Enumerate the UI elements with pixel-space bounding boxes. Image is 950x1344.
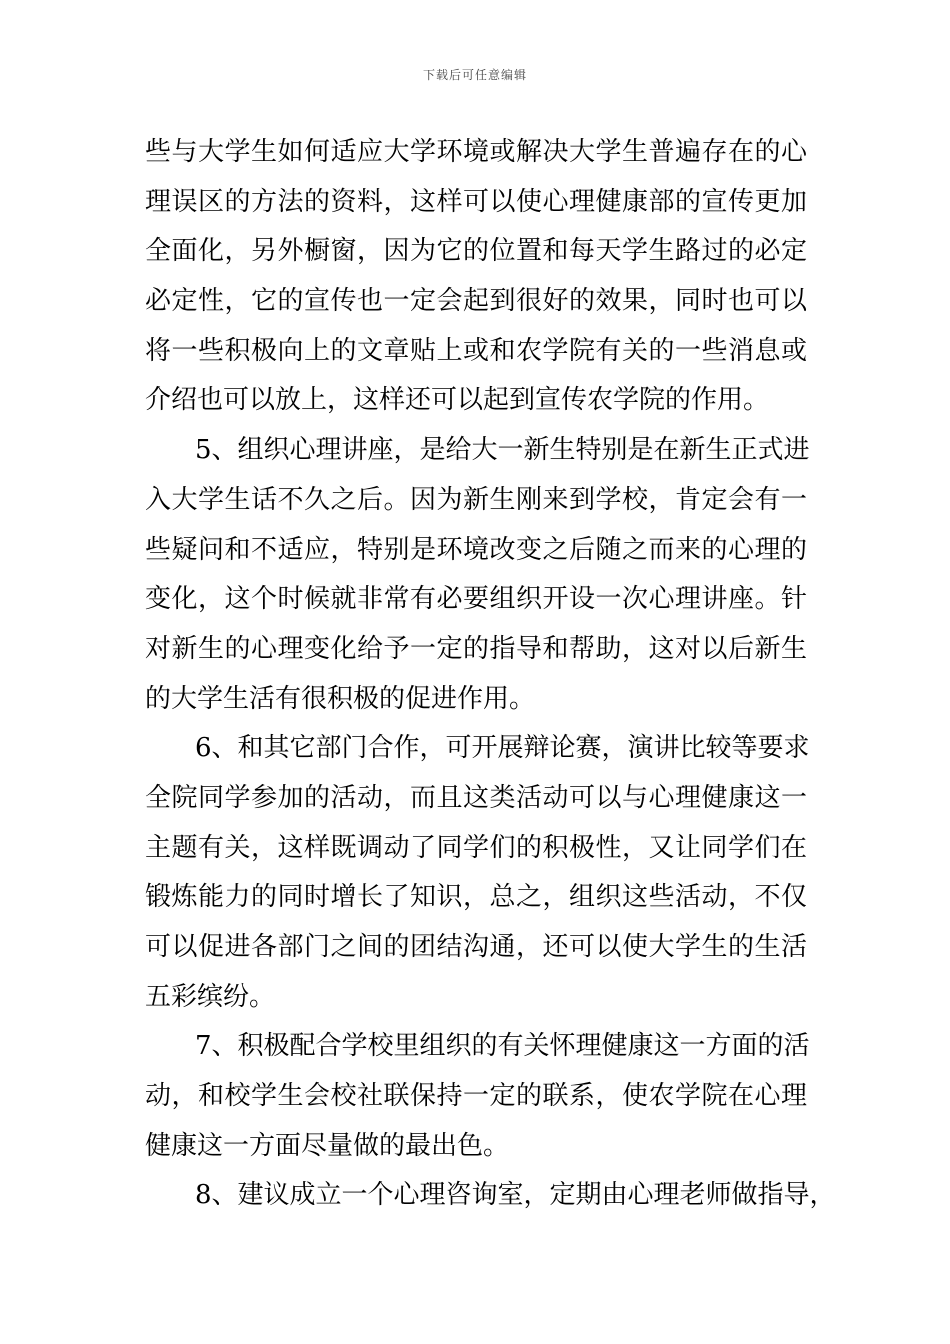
paragraph-3-line: 主题有关，这样既调动了同学们的积极性，又让同学们在 (145, 832, 807, 863)
paragraph-4-line: 动，和校学生会校社联保持一定的联系，使农学院在心理 (145, 1081, 807, 1112)
paragraph-3-line: 可以促进各部门之间的团结沟通，还可以使大学生的生活 (145, 932, 807, 962)
paragraph-1-line: 全面化，另外橱窗，因为它的位置和每天学生路过的必定 (145, 236, 807, 267)
paragraph-1-line: 介绍也可以放上，这样还可以起到宣传农学院的作用。 (145, 385, 770, 416)
document-body (145, 128, 836, 1221)
paragraph-5-line: 8、建议成立一个心理咨询室，定期由心理老师做指导， (195, 1180, 836, 1211)
paragraph-2-line: 入大学生话不久之后。因为新生刚来到学校，肯定会有一 (145, 484, 807, 515)
paragraph-2-line: 的大学生活有很积极的促进作用。 (145, 683, 536, 714)
paragraph-2-line: 对新生的心理变化给予一定的指导和帮助，这对以后新生 (145, 633, 807, 664)
paragraph-2-line: 变化，这个时候就非常有必要组织开设一次心理讲座。针 (145, 584, 807, 615)
paragraph-1-line: 理误区的方法的资料，这样可以使心理健康部的宣传更加 (145, 186, 807, 217)
paragraph-3-line: 6、和其它部门合作，可开展辩论赛，演讲比较等要求 (195, 733, 810, 764)
paragraph-3-line: 五彩缤纷。 (145, 981, 276, 1012)
paragraph-3-line: 全院同学参加的活动，而且这类活动可以与心理健康这一 (145, 782, 807, 813)
paragraph-1-line: 些与大学生如何适应大学环境或解决大学生普遍存在的心 (145, 137, 807, 167)
paragraph-4-line: 健康这一方面尽量做的最出色。 (145, 1130, 510, 1161)
paragraph-2-line: 5、组织心理讲座，是给大一新生特别是在新生正式进 (195, 435, 810, 466)
paragraph-1-line: 将一些积极向上的文章贴上或和农学院有关的一些消息或 (145, 335, 807, 366)
paragraph-4-line: 7、积极配合学校里组织的有关怀理健康这一方面的活 (195, 1031, 810, 1062)
paragraph-3-line: 锻炼能力的同时增长了知识，总之，组织这些活动，不仅 (145, 882, 807, 913)
paragraph-2-line: 些疑问和不适应，特别是环境改变之后随之而来的心理的 (145, 534, 807, 565)
page-header: 下载后可任意编辑 (422, 68, 527, 82)
paragraph-1-line: 必定性，它的宣传也一定会起到很好的效果，同时也可以 (145, 286, 807, 317)
